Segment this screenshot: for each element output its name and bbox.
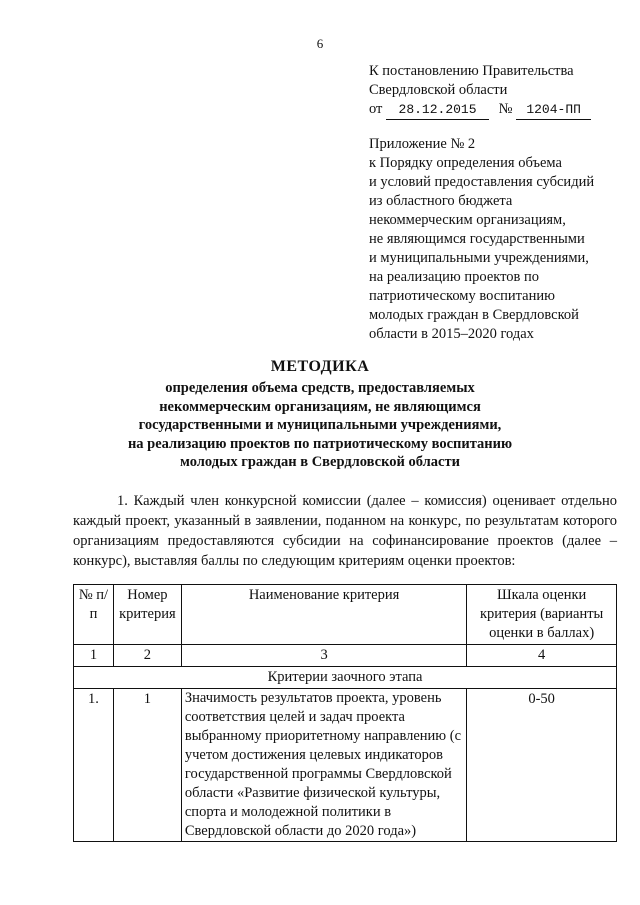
numbering-cell: 2 xyxy=(113,645,181,667)
resolution-number: 1204-ПП xyxy=(516,100,591,120)
number-label: № xyxy=(498,101,513,117)
appendix-line: не являющимся государственными xyxy=(369,231,585,247)
appendix-block xyxy=(369,135,594,344)
header-criterion-no: Номер критерия xyxy=(113,585,181,645)
subtitle-line: государственными и муниципальными учреждениями, xyxy=(138,417,502,433)
appendix-line: молодых граждан в Свердловской xyxy=(369,307,579,323)
resolution-reference xyxy=(369,62,591,120)
subtitle-line: некоммерческим организациям, не являющимся xyxy=(159,398,481,415)
resolution-date: 28.12.2015 xyxy=(386,100,489,120)
numbering-cell: 4 xyxy=(467,645,617,667)
table-header-row xyxy=(74,585,617,645)
resolution-line-2: Свердловской области xyxy=(369,82,508,98)
numbering-cell: 3 xyxy=(181,645,466,667)
table-section-row xyxy=(74,667,617,689)
criteria-table xyxy=(73,584,617,842)
page-number: 6 xyxy=(316,36,324,51)
resolution-date-line xyxy=(369,100,591,120)
subtitle-line: определения объема средств, предоставляемых xyxy=(165,380,475,396)
appendix-line: и муниципальными учреждениями, xyxy=(369,250,589,266)
subtitle-line: на реализацию проектов по патриотическому воспитанию xyxy=(127,435,513,452)
row-criterion-name: Значимость результатов проекта, уровень соответствия целей и задач проекта выбранному приоритетному направлению (с учетом достижения целевых индикаторов государственной программы Свердловской области «Развитие физической культуры, спорта и молодежной политики в Свердловской области до 2020 года») xyxy=(181,689,466,842)
resolution-line-1: К постановлению Правительства xyxy=(369,63,574,79)
appendix-line: из областного бюджета xyxy=(369,193,513,209)
appendix-line: и условий предоставления субсидий xyxy=(369,174,595,190)
appendix-line: патриотическому воспитанию xyxy=(369,288,555,304)
header-name: Наименование критерия xyxy=(181,585,466,645)
table-row xyxy=(74,689,617,842)
intro-paragraph: 1. Каждый член конкурсной комиссии (далее – комиссия) оценивает отдельно каждый проект, указанный в заявлении, поданном на конкурс, по результатам которого организациям предоставляются субсидии на софинансирование проектов (далее – конкурс), выставляя баллы по следующим критериям оценки проектов: xyxy=(73,493,617,569)
header-scale: Шкала оценки критерия (варианты оценки в баллах) xyxy=(467,585,617,645)
row-num: 1. xyxy=(74,689,114,842)
method-title: МЕТОДИКА xyxy=(270,358,370,375)
appendix-line: к Порядку определения объема xyxy=(369,155,562,171)
appendix-line: области в 2015–2020 годах xyxy=(369,326,534,342)
numbering-cell: 1 xyxy=(74,645,114,667)
header-num: № п/п xyxy=(74,585,114,645)
from-label: от xyxy=(369,101,383,117)
appendix-line: некоммерческим организациям, xyxy=(369,212,566,228)
section-title: Критерии заочного этапа xyxy=(74,667,617,689)
row-scale: 0-50 xyxy=(467,689,617,842)
method-subtitle xyxy=(100,379,540,472)
subtitle-line: молодых граждан в Свердловской области xyxy=(180,454,460,470)
appendix-title: Приложение № 2 xyxy=(369,136,476,152)
table-numbering-row xyxy=(74,645,617,667)
appendix-line: на реализацию проектов по xyxy=(369,269,539,285)
row-criterion-no: 1 xyxy=(113,689,181,842)
